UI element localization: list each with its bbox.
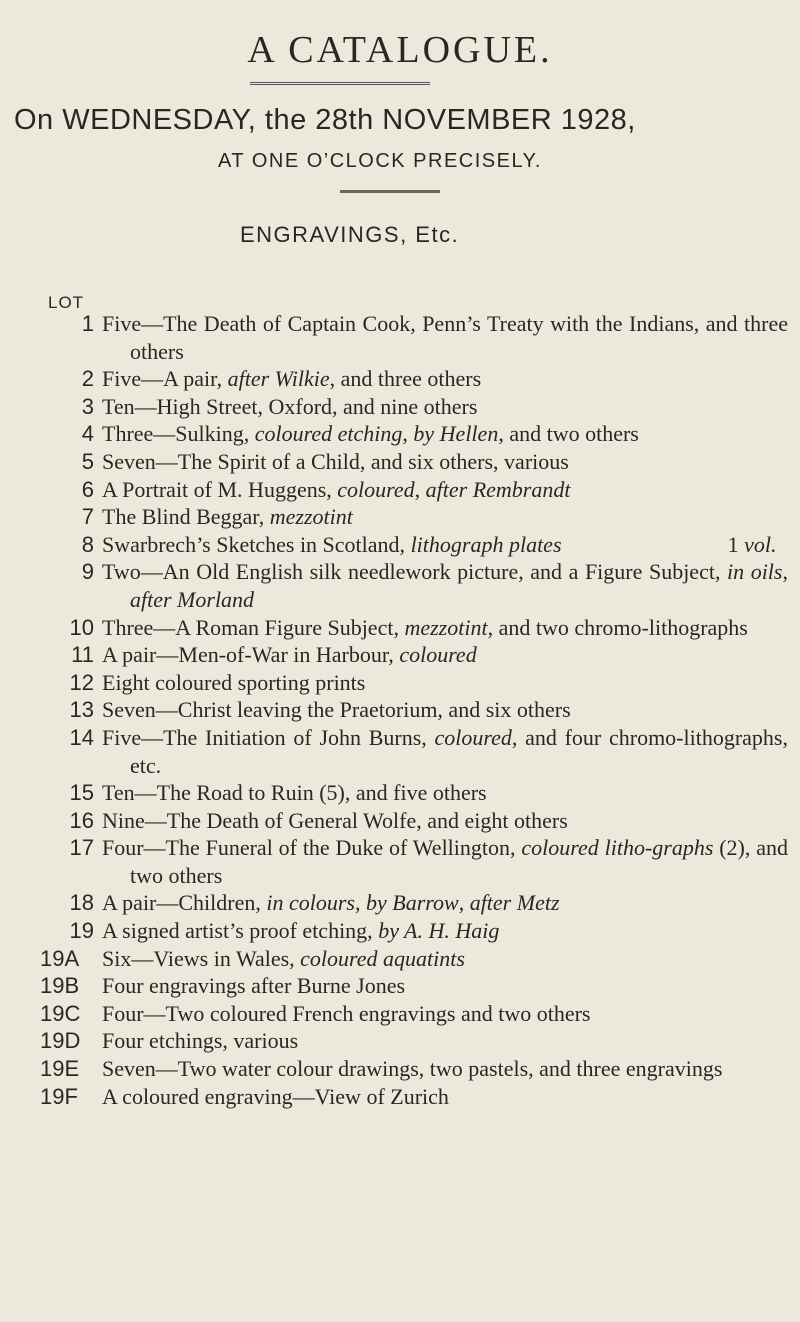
lot-item: [0, 531, 800, 559]
lot-description: A pair—Children, in colours, by Barrow, after Metz: [102, 890, 560, 916]
lot-item: [0, 614, 800, 642]
lot-item: [0, 393, 800, 421]
lot-description: Eight coloured sporting prints: [102, 669, 366, 695]
lot-number: 19: [69, 918, 94, 944]
lot-number: 6: [81, 476, 94, 502]
lot-item: [0, 945, 800, 973]
lot-number: 19C: [40, 1000, 81, 1026]
lot-item: [0, 1027, 800, 1055]
lot-list: [0, 310, 800, 1110]
lot-description: Swarbrech’s Sketches in Scotland, lithograph plates 1 vol.: [102, 531, 788, 559]
lot-description: The Blind Beggar, mezzotint: [102, 504, 353, 530]
lot-description: Three—A Roman Figure Subject, mezzotint, and two chromo-lithographs: [102, 614, 748, 640]
lot-item: [0, 669, 800, 697]
lot-item: [0, 1055, 800, 1083]
time-rule: [340, 190, 440, 193]
section-heading: ENGRAVINGS, Etc.: [240, 222, 460, 247]
lot-description: Four—The Funeral of the Duke of Wellington, coloured litho-graphs (2), and two others: [102, 835, 788, 888]
sale-date: On WEDNESDAY, the 28th NOVEMBER 1928,: [14, 104, 636, 136]
lot-item: [0, 779, 800, 807]
lot-item: [0, 917, 800, 945]
lot-description: Ten—High Street, Oxford, and nine others: [102, 393, 478, 419]
lot-number: 8: [81, 531, 94, 557]
lot-description: A Portrait of M. Huggens, coloured, after Rembrandt: [102, 476, 571, 502]
lot-number: 3: [81, 393, 94, 419]
lot-number: 2: [81, 366, 94, 392]
lot-number: 4: [81, 421, 94, 447]
lot-item: [0, 972, 800, 1000]
lot-item: [0, 807, 800, 835]
lot-description: A signed artist’s proof etching, by A. H. Haig: [102, 918, 500, 944]
lot-item: [0, 420, 800, 448]
lot-item: [0, 365, 800, 393]
lot-item: [0, 724, 800, 779]
lot-description: Four—Two coloured French engravings and two others: [102, 1000, 591, 1026]
lot-note: 1 vol.: [727, 531, 777, 557]
lot-description: A coloured engraving—View of Zurich: [102, 1083, 449, 1109]
lot-description: Seven—Two water colour drawings, two pastels, and three engravings: [102, 1056, 723, 1082]
lot-item: [0, 503, 800, 531]
lot-item: [0, 889, 800, 917]
lot-number: 15: [69, 780, 94, 806]
lot-item: [0, 696, 800, 724]
lot-description: Six—Views in Wales, coloured aquatints: [102, 945, 465, 971]
lot-description: A pair—Men-of-War in Harbour, coloured: [102, 642, 477, 668]
lot-item: [0, 1000, 800, 1028]
lot-description: Five—The Initiation of John Burns, coloured, and four chromo-lithographs, etc.: [102, 724, 788, 778]
lot-number: 9: [81, 559, 94, 585]
lot-number: 10: [69, 614, 94, 640]
lot-description: Four etchings, various: [102, 1028, 299, 1054]
lot-description: Three—Sulking, coloured etching, by Hellen, and two others: [102, 421, 639, 447]
lot-item: [0, 310, 800, 365]
lot-description: Ten—The Road to Ruin (5), and five others: [102, 780, 487, 806]
lot-number: 7: [81, 504, 94, 530]
lot-item: [0, 448, 800, 476]
sale-time: AT ONE O’CLOCK PRECISELY.: [218, 150, 542, 172]
lot-description: Four engravings after Burne Jones: [102, 973, 406, 999]
lot-item: [0, 558, 800, 613]
lot-description: Five—The Death of Captain Cook, Penn’s Treaty with the Indians, and three others: [102, 311, 788, 364]
lot-number: 18: [69, 890, 94, 916]
lot-number: 11: [71, 642, 94, 668]
lot-number: 14: [69, 724, 94, 750]
lot-item: [0, 476, 800, 504]
lot-description: Seven—Christ leaving the Praetorium, and six others: [102, 697, 571, 723]
catalogue-title: A CATALOGUE.: [247, 29, 553, 71]
lot-number: 16: [69, 807, 94, 833]
lot-number: 1: [81, 311, 94, 336]
lot-description: Five—A pair, after Wilkie, and three others: [102, 366, 482, 392]
lot-number: 17: [69, 835, 94, 861]
lot-item: [0, 1083, 800, 1111]
lot-description: Two—An Old English silk needlework picture, and a Figure Subject, in oils, after Morland: [102, 559, 788, 612]
lot-number: 13: [69, 697, 94, 723]
lot-number: 5: [81, 448, 94, 474]
lot-item: [0, 641, 800, 669]
lot-column-header: LOT: [48, 293, 85, 312]
lot-description: Nine—The Death of General Wolfe, and eight others: [102, 807, 568, 833]
lot-description: Seven—The Spirit of a Child, and six others, various: [102, 448, 569, 474]
lot-number: 19A: [40, 945, 80, 971]
title-rule: [250, 82, 430, 87]
lot-number: 19B: [40, 973, 80, 999]
lot-number: 19E: [40, 1056, 80, 1082]
lot-number: 19F: [40, 1083, 78, 1109]
lot-number: 19D: [40, 1028, 81, 1054]
lot-item: [0, 834, 800, 889]
lot-number: 12: [69, 669, 94, 695]
